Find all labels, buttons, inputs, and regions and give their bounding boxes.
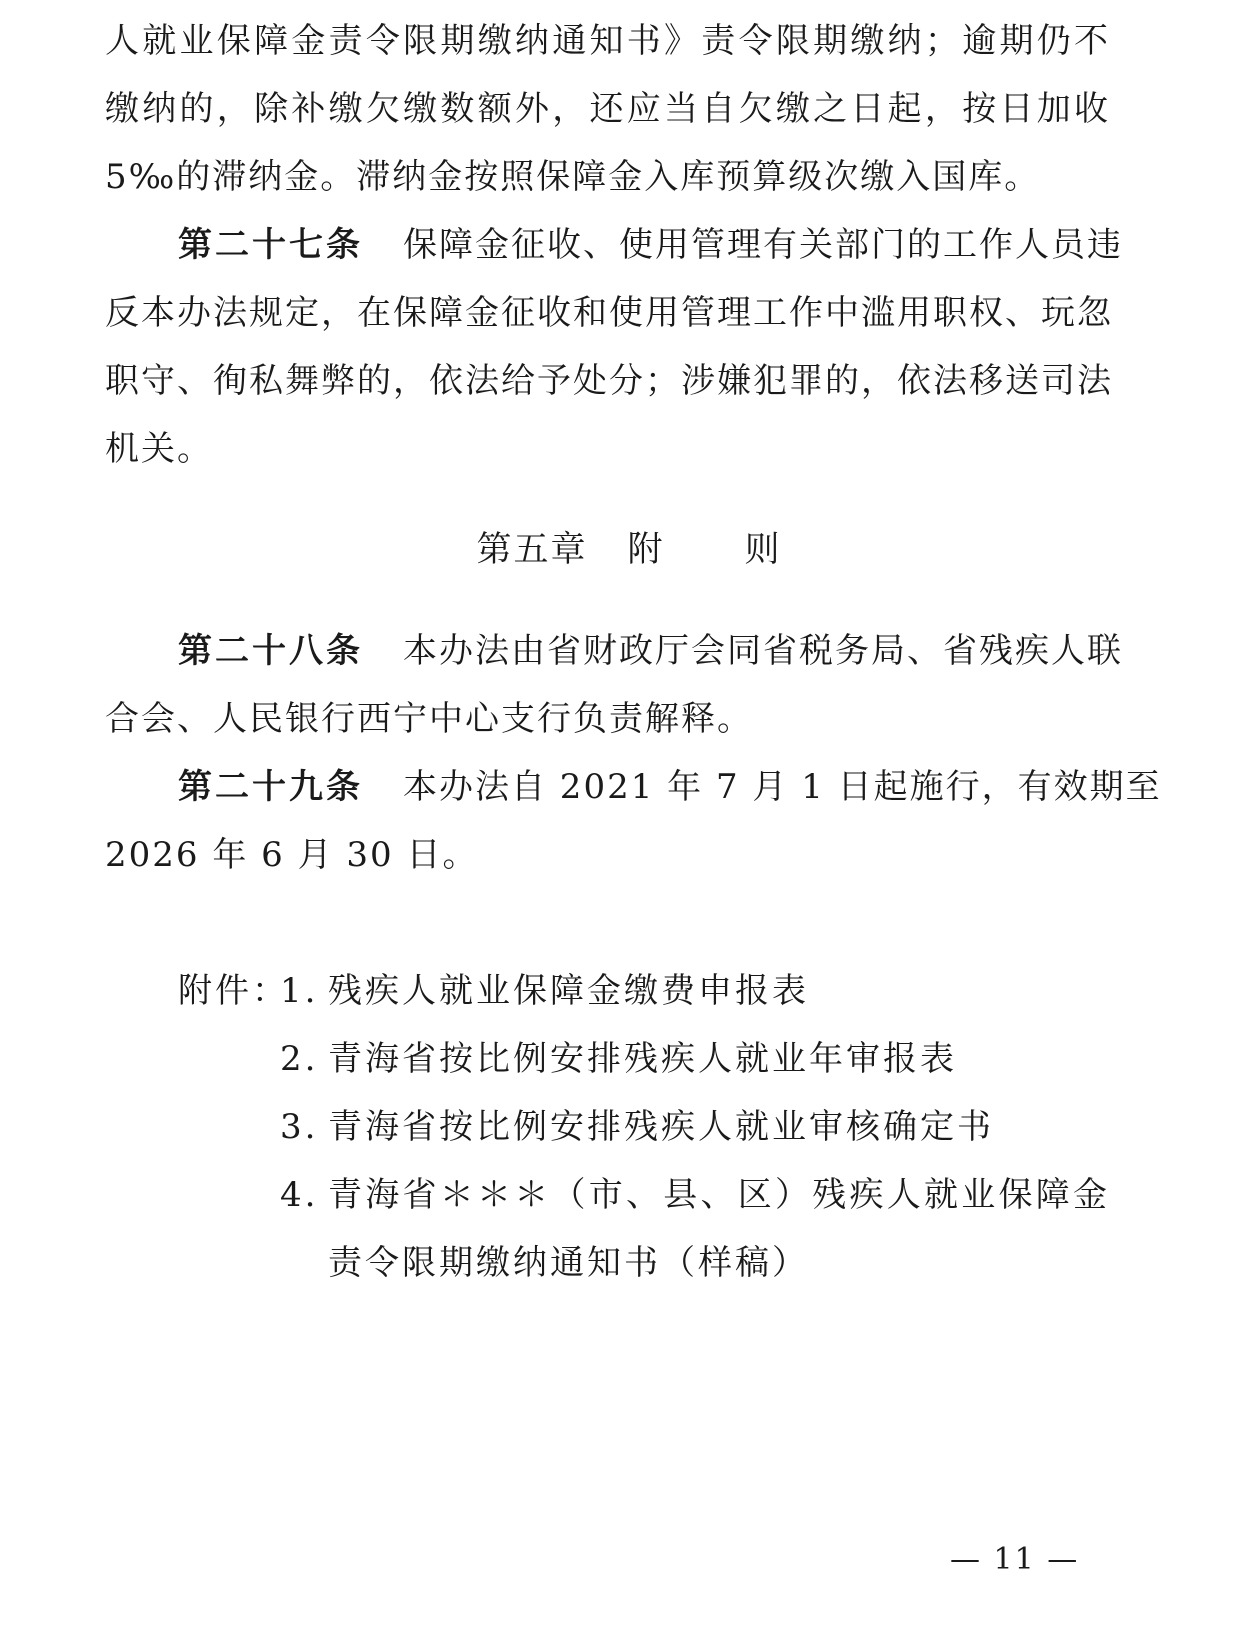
article-26-line-3: 5‰的滞纳金。滞纳金按照保障金入库预算级次缴入国库。 bbox=[105, 157, 1041, 197]
article-27-heading: 第二十七条 bbox=[178, 225, 363, 265]
article-29-first-line bbox=[178, 766, 1162, 808]
attachment-item-4-num: 4. bbox=[280, 1175, 319, 1215]
attachment-item-1-num: 1. bbox=[280, 971, 319, 1011]
attachment-item-3-num: 3. bbox=[280, 1107, 319, 1147]
article-27-first-line bbox=[178, 224, 1123, 266]
article-29-heading: 第二十九条 bbox=[178, 767, 363, 807]
article-27-line-4: 机关。 bbox=[105, 429, 213, 469]
attachment-item-4-text: 青海省＊＊＊（市、县、区）残疾人就业保障金 bbox=[328, 1175, 1110, 1215]
attachment-item-3-text: 青海省按比例安排残疾人就业审核确定书 bbox=[328, 1107, 994, 1147]
chapter-number: 第五章 bbox=[476, 530, 588, 570]
article-26-line-2: 缴纳的，除补缴欠缴数额外，还应当自欠缴之日起，按日加收 bbox=[105, 89, 1110, 129]
attachments-label: 附件： bbox=[178, 971, 289, 1011]
article-27-line-2: 反本办法规定，在保障金征收和使用管理工作中滥用职权、玩忽 bbox=[105, 293, 1113, 333]
page-number: — 11 — bbox=[950, 1542, 1080, 1577]
attachment-item-2-text: 青海省按比例安排残疾人就业年审报表 bbox=[328, 1039, 957, 1079]
article-28-line-1: 本办法由省财政厅会同省税务局、省残疾人联 bbox=[403, 631, 1123, 671]
article-26-line-1: 人就业保障金责令限期缴纳通知书》责令限期缴纳；逾期仍不 bbox=[105, 21, 1110, 61]
attachment-item-1-text: 残疾人就业保障金缴费申报表 bbox=[328, 971, 809, 1011]
chapter-title-part-2: 则 bbox=[744, 530, 782, 570]
article-28-heading: 第二十八条 bbox=[178, 631, 363, 671]
article-29-line-2: 2026 年 6 月 30 日。 bbox=[105, 835, 479, 875]
chapter-heading bbox=[0, 528, 1258, 572]
attachment-item-4-text-cont: 责令限期缴纳通知书（样稿） bbox=[328, 1243, 809, 1283]
article-27-line-3: 职守、徇私舞弊的，依法给予处分；涉嫌犯罪的，依法移送司法 bbox=[105, 361, 1113, 401]
article-28-first-line bbox=[178, 630, 1123, 672]
article-29-line-1: 本办法自 2021 年 7 月 1 日起施行，有效期至 bbox=[403, 767, 1162, 807]
article-27-line-1: 保障金征收、使用管理有关部门的工作人员违 bbox=[403, 225, 1123, 265]
article-28-line-2: 合会、人民银行西宁中心支行负责解释。 bbox=[105, 699, 753, 739]
chapter-title-part-1: 附 bbox=[627, 530, 665, 570]
attachment-item-2-num: 2. bbox=[280, 1039, 319, 1079]
